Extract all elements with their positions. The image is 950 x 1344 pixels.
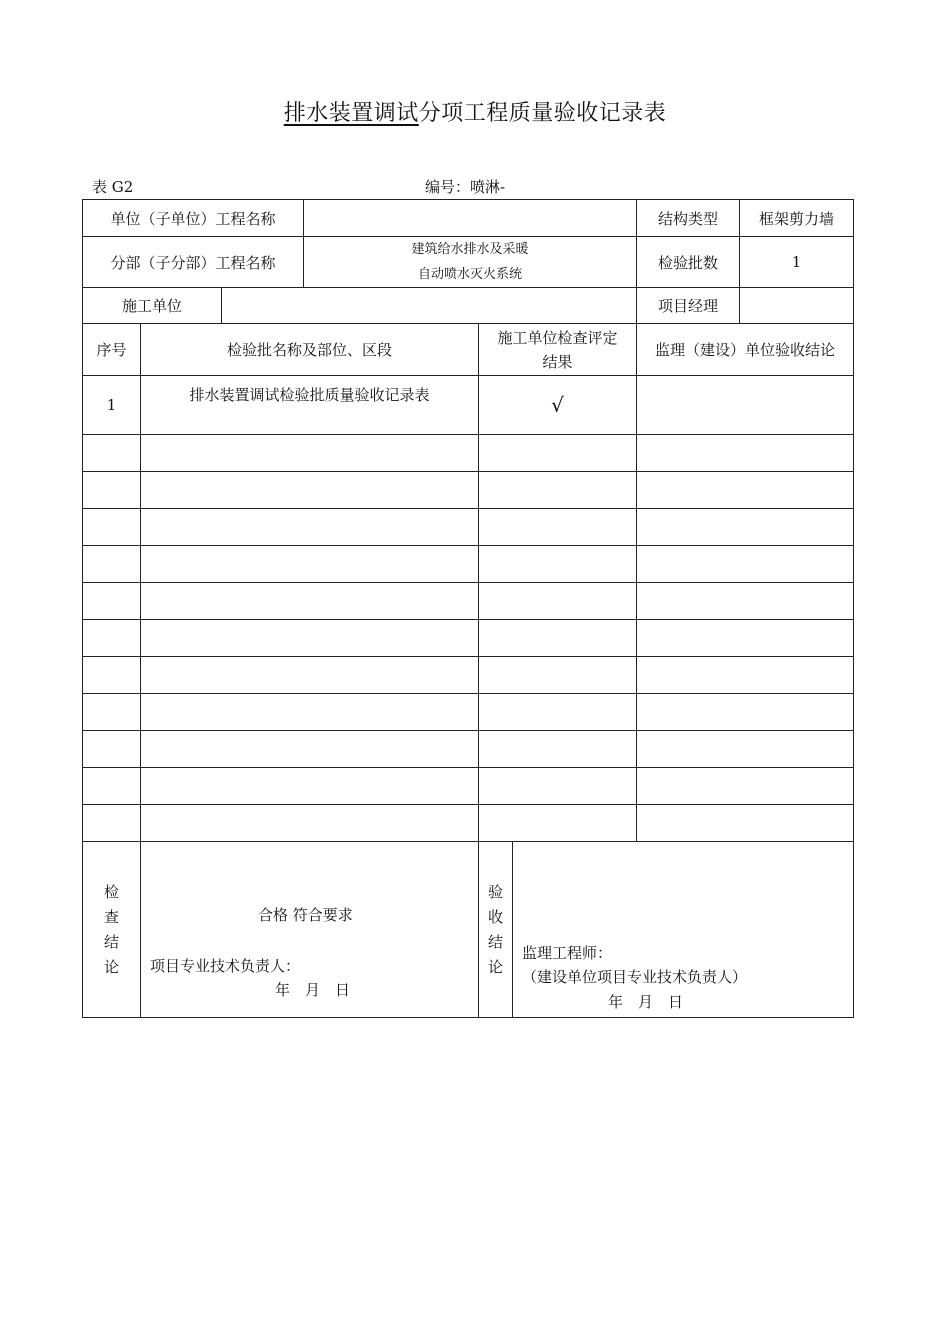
row-name[interactable] [141, 509, 479, 546]
table-row [83, 768, 854, 805]
check-char: 结 [103, 932, 119, 951]
unit-project-value[interactable] [304, 200, 637, 237]
sub-project-label: 分部（子分部）工程名称 [83, 237, 304, 288]
header-result [479, 324, 637, 376]
table-code: 表 G2 [92, 178, 134, 196]
row-name[interactable] [141, 583, 479, 620]
header-result-line1: 施工单位检查评定 [497, 328, 618, 347]
row-no[interactable] [83, 509, 141, 546]
check-char: 查 [103, 907, 119, 926]
row-no: 1 [83, 376, 141, 435]
supervisor-label: 监理工程师： [522, 944, 613, 962]
check-conclusion-label [83, 842, 141, 1018]
acceptance-conclusion-content[interactable] [513, 842, 854, 1018]
row-conclusion[interactable] [637, 376, 854, 435]
row-result[interactable] [479, 435, 637, 472]
row-conclusion[interactable] [637, 546, 854, 583]
record-form [82, 199, 853, 1018]
contractor-value[interactable] [222, 288, 637, 324]
row-conclusion[interactable] [637, 694, 854, 731]
table-row [83, 620, 854, 657]
row-conclusion[interactable] [637, 805, 854, 842]
table-row [83, 435, 854, 472]
accept-char: 结 [487, 932, 503, 951]
info-table [82, 199, 854, 324]
row-no[interactable] [83, 472, 141, 509]
manager-label: 项目经理 [637, 288, 740, 324]
header-no: 序号 [83, 324, 141, 376]
row-name[interactable] [141, 731, 479, 768]
row-result[interactable] [479, 509, 637, 546]
table-row [83, 472, 854, 509]
serial-number: 编号：喷淋- [425, 178, 506, 196]
batch-count-label: 检验批数 [637, 237, 740, 288]
row-result[interactable] [479, 731, 637, 768]
row-name[interactable] [141, 435, 479, 472]
row-no[interactable] [83, 583, 141, 620]
row-result[interactable] [479, 657, 637, 694]
conclusion-row [83, 842, 854, 1018]
date-right: 年 月 日 [608, 993, 684, 1011]
row-no[interactable] [83, 805, 141, 842]
check-char: 检 [103, 882, 119, 901]
row-name[interactable] [141, 657, 479, 694]
row-result[interactable] [479, 546, 637, 583]
row-conclusion[interactable] [637, 435, 854, 472]
acceptance-conclusion-label [479, 842, 513, 1018]
structure-type-label: 结构类型 [637, 200, 740, 237]
table-row [83, 509, 854, 546]
row-name[interactable] [141, 694, 479, 731]
row-result[interactable] [479, 472, 637, 509]
row-result[interactable] [479, 694, 637, 731]
tech-lead-label: 项目专业技术负责人： [150, 957, 301, 975]
check-char: 论 [103, 957, 119, 976]
table-row [83, 805, 854, 842]
row-no[interactable] [83, 620, 141, 657]
row-conclusion[interactable] [637, 472, 854, 509]
row-name[interactable] [141, 546, 479, 583]
row-no[interactable] [83, 731, 141, 768]
table-row [83, 546, 854, 583]
manager-value[interactable] [740, 288, 854, 324]
row-no[interactable] [83, 435, 141, 472]
accept-char: 验 [487, 882, 503, 901]
table-row [83, 657, 854, 694]
row-no[interactable] [83, 546, 141, 583]
accept-char: 论 [487, 957, 503, 976]
accept-char: 收 [487, 907, 503, 926]
row-no[interactable] [83, 768, 141, 805]
sub-project-line2: 自动喷水灭火系统 [418, 267, 523, 282]
row-conclusion[interactable] [637, 657, 854, 694]
row-name[interactable]: 排水装置调试检验批质量验收记录表 [141, 376, 479, 435]
row-result[interactable] [479, 583, 637, 620]
row-result[interactable] [479, 805, 637, 842]
batch-table [82, 323, 854, 1018]
contractor-label: 施工单位 [83, 288, 222, 324]
row-name[interactable] [141, 805, 479, 842]
sub-project-line1: 建筑给水排水及采暖 [411, 242, 529, 257]
table-row [83, 694, 854, 731]
page-title [0, 96, 950, 127]
row-result[interactable] [479, 768, 637, 805]
row-no[interactable] [83, 694, 141, 731]
row-conclusion[interactable] [637, 620, 854, 657]
header-result-line2: 结果 [542, 352, 573, 371]
batch-count-value[interactable]: 1 [740, 237, 854, 288]
check-conclusion-content[interactable] [141, 842, 479, 1018]
date-left: 年 月 日 [275, 981, 351, 999]
row-result-check[interactable]: √ [479, 376, 637, 435]
unit-project-label: 单位（子单位）工程名称 [83, 200, 304, 237]
row-conclusion[interactable] [637, 731, 854, 768]
structure-type-value[interactable]: 框架剪力墙 [740, 200, 854, 237]
header-name: 检验批名称及部位、区段 [141, 324, 479, 376]
title-rest: 分项工程质量验收记录表 [418, 101, 667, 126]
check-result-text: 合格 符合要求 [258, 906, 353, 924]
table-row [83, 583, 854, 620]
sub-project-value[interactable] [304, 237, 637, 288]
row-conclusion[interactable] [637, 768, 854, 805]
table-header [83, 324, 854, 376]
row-result[interactable] [479, 620, 637, 657]
title-project: 排水装置调试 [283, 101, 419, 126]
row-name[interactable] [141, 768, 479, 805]
table-row [83, 376, 854, 435]
row-name[interactable] [141, 620, 479, 657]
row-conclusion[interactable] [637, 509, 854, 546]
header-conclusion: 监理（建设）单位验收结论 [637, 324, 854, 376]
row-no[interactable] [83, 657, 141, 694]
row-name[interactable] [141, 472, 479, 509]
table-row [83, 731, 854, 768]
owner-lead-label: （建设单位项目专业技术负责人） [522, 968, 748, 986]
row-conclusion[interactable] [637, 583, 854, 620]
